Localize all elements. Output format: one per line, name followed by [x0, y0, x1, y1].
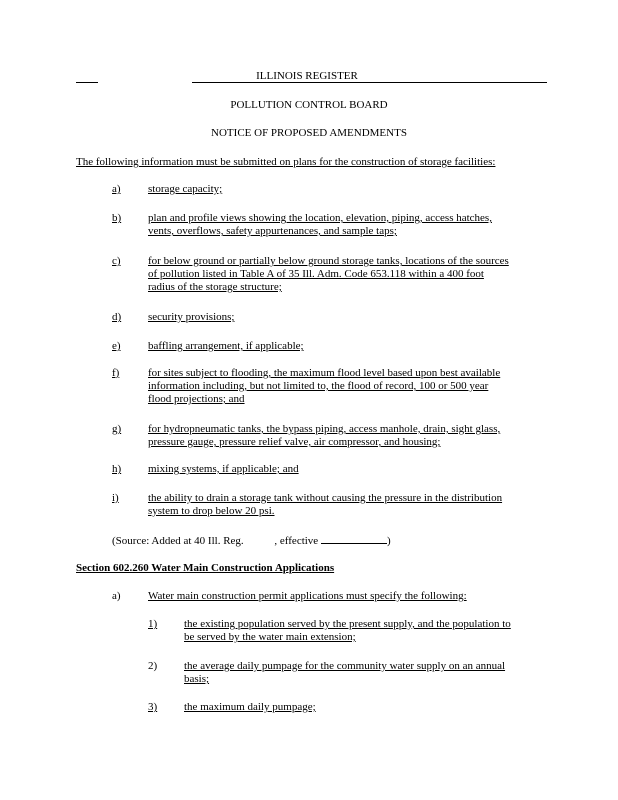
register-title: ILLINOIS REGISTER: [256, 70, 358, 82]
section-heading: Section 602.260 Water Main Construction Applications: [76, 562, 335, 574]
subitem-line: be served by the water main extension;: [184, 631, 356, 643]
subitem-label: 1): [148, 618, 158, 630]
subsection-text-value: Water main construction permit applications must specify the following:: [148, 590, 467, 602]
notice-title: NOTICE OF PROPOSED AMENDMENTS: [211, 127, 407, 139]
item-line: radius of the storage structure;: [148, 281, 282, 293]
source-effective: , effective: [274, 535, 321, 547]
item-label: a): [112, 183, 121, 195]
item-line: flood projections; and: [148, 393, 245, 405]
subitem-label: 3): [148, 701, 158, 713]
item-label: d): [112, 311, 122, 323]
item-label: i): [112, 492, 119, 504]
item-line: vents, overflows, safety appurtenances, and sample taps;: [148, 225, 397, 237]
board-title: POLLUTION CONTROL BOARD: [230, 99, 388, 111]
item-line: of pollution listed in Table A of 35 Ill. Adm. Code 653.118 within a 400 foot: [148, 268, 484, 280]
header-left-rule: [76, 82, 98, 83]
subitem-line: the average daily pumpage for the community water supply on an annual: [184, 660, 506, 672]
item-line: system to drop below 20 psi.: [148, 505, 275, 517]
item-label: c): [112, 255, 121, 267]
item-label: f): [112, 367, 120, 379]
item-line: for below ground or partially below ground storage tanks, locations of the sources: [148, 255, 509, 267]
item-line: plan and profile views showing the location, elevation, piping, access hatches,: [148, 212, 492, 224]
intro-text: The following information must be submitted on plans for the construction of storage facilities:: [76, 156, 496, 168]
item-label: h): [112, 463, 122, 475]
item-line: security provisions;: [148, 311, 235, 323]
item-label: e): [112, 340, 121, 352]
item-line: baffling arrangement, if applicable;: [148, 340, 304, 352]
source-note: [112, 533, 391, 548]
subitem-line: the maximum daily pumpage;: [184, 701, 316, 713]
item-line: storage capacity;: [148, 183, 223, 195]
item-label: g): [112, 423, 122, 435]
subsection-text: [148, 590, 467, 603]
item-line: the ability to drain a storage tank without causing the pressure in the distribution: [148, 492, 503, 504]
item-line: pressure gauge, pressure relief valve, air compressor, and housing;: [148, 436, 441, 448]
subsection-label: a): [112, 590, 121, 602]
item-line: for hydropneumatic tanks, the bypass piping, access manhole, drain, sight glass,: [148, 423, 501, 435]
subitem-line: the existing population served by the present supply, and the population to: [184, 618, 511, 630]
effective-date-blank: [321, 533, 387, 544]
source-prefix: (Source: Added at 40 Ill. Reg.: [112, 535, 247, 547]
subitem-label: 2): [148, 660, 158, 672]
item-line: information including, but not limited to, the flood of record, 100 or 500 year: [148, 380, 489, 392]
source-end: ): [386, 535, 391, 547]
item-line: for sites subject to flooding, the maximum flood level based upon best available: [148, 367, 501, 379]
item-label: b): [112, 212, 122, 224]
subitem-line: basis;: [184, 673, 210, 685]
item-line: mixing systems, if applicable; and: [148, 463, 299, 475]
